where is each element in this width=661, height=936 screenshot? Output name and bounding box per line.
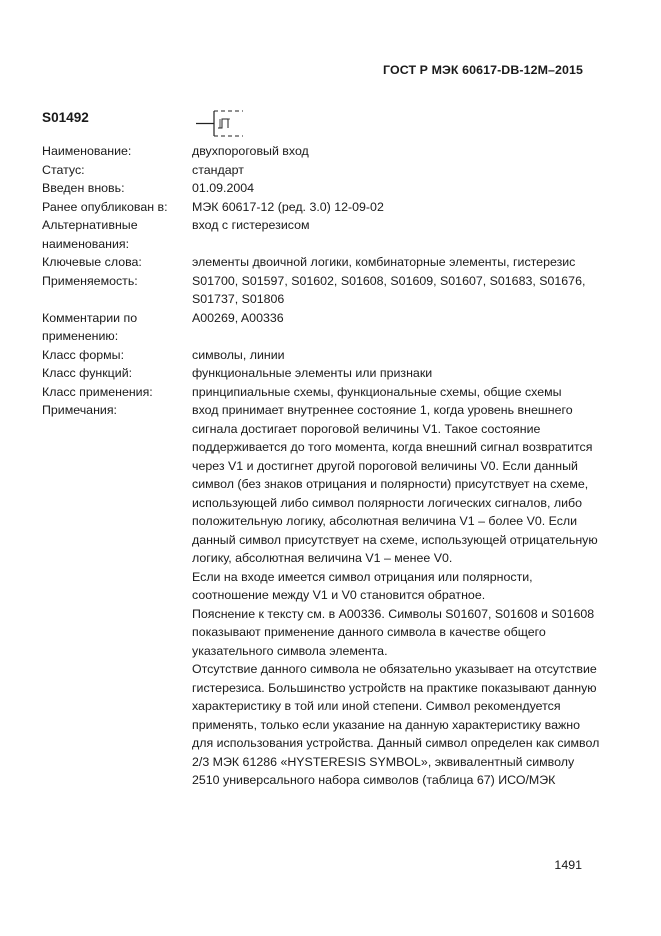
symbol-code: S01492: [42, 110, 89, 125]
property-label: Введен вновь:: [42, 181, 125, 195]
property-row: [42, 383, 602, 402]
property-row: [42, 142, 602, 161]
property-row: [42, 216, 602, 253]
property-label: Применяемость:: [42, 273, 138, 288]
property-row: [42, 401, 602, 790]
property-value: символы, линии: [192, 347, 285, 362]
note-paragraph: вход принимает внутреннее состояние 1, когда уровень внешнего сигнала достигает пороговой величины V1. Такое состояние поддерживается до того момента, когда внешний сигнал возвратится через V1 и достигнет другой пороговой величины V0. Если данный символ (без знаков отрицания и полярности) присутствует на схеме, использующей либо символ полярности логических сигналов, либо положительную логику, абсолютная величина V1 – более V0. Если данный символ присутствует на схеме, использующей отрицательную логику, абсолютная величина V1 – менее V0.: [192, 403, 598, 565]
property-value: элементы двоичной логики, комбинаторные элементы, гистерезис: [192, 255, 576, 269]
document-standard-header: ГОСТ Р МЭК 60617-DB-12M–2015: [383, 63, 583, 77]
property-row: [42, 253, 602, 272]
property-label: Примечания:: [42, 403, 117, 417]
property-label: Ключевые слова:: [42, 255, 142, 269]
page-number: 1491: [554, 858, 582, 872]
note-paragraph: Отсутствие данного символа не обязательно указывает на отсутствие гистерезиса. Большинство устройств на практике показывают данную характеристику в той или иной степени. Символ рекомендуется применять, только если указание на данную характеристику важно для использования устройства. Данный символ определен как символ 2/3 МЭК 61286 «HYSTERESIS SYMBOL», эквивалентный символу 2510 универсального набора символов (таблица 67) ИСО/МЭК: [192, 662, 600, 787]
property-value: функциональные элементы или признаки: [192, 366, 433, 380]
property-value: стандарт: [192, 162, 244, 177]
property-row: [42, 161, 602, 180]
property-row: [42, 179, 602, 198]
note-paragraph: Пояснение к тексту см. в A00336. Символы S01607, S01608 и S01608 показывают применение данного символа в качестве общего указательного символа элемента.: [192, 606, 595, 658]
property-label: Альтернативные наименования:: [42, 218, 138, 251]
property-label: Наименование:: [42, 144, 132, 158]
two-threshold-input-icon: [195, 110, 245, 138]
property-value: двухпороговый вход: [192, 144, 309, 158]
property-label: Комментарии по применению:: [42, 310, 138, 343]
property-value: 01.09.2004: [192, 181, 255, 195]
property-value: вход с гистерезисом: [192, 218, 310, 232]
property-label: Класс формы:: [42, 347, 125, 362]
property-row: [42, 272, 602, 309]
property-label: Статус:: [42, 162, 85, 177]
property-value: A00269, A00336: [192, 310, 284, 325]
property-value: МЭК 60617-12 (ред. 3.0) 12-09-02: [192, 199, 384, 214]
note-paragraph: Если на входе имеется символ отрицания или полярности, соотношение между V1 и V0 становится обратное.: [192, 569, 533, 602]
property-label: Ранее опубликован в:: [42, 199, 168, 214]
property-row: [42, 198, 602, 217]
notes-value: [192, 401, 602, 790]
symbol-properties: [42, 142, 602, 790]
property-label: Класс применения:: [42, 384, 153, 399]
property-row: [42, 364, 602, 383]
property-row: [42, 346, 602, 365]
property-row: [42, 309, 602, 346]
property-value: S01700, S01597, S01602, S01608, S01609, S01607, S01683, S01676, S01737, S01806: [192, 273, 586, 306]
property-value: принципиальные схемы, функциональные схемы, общие схемы: [192, 384, 562, 399]
property-label: Класс функций:: [42, 366, 133, 380]
